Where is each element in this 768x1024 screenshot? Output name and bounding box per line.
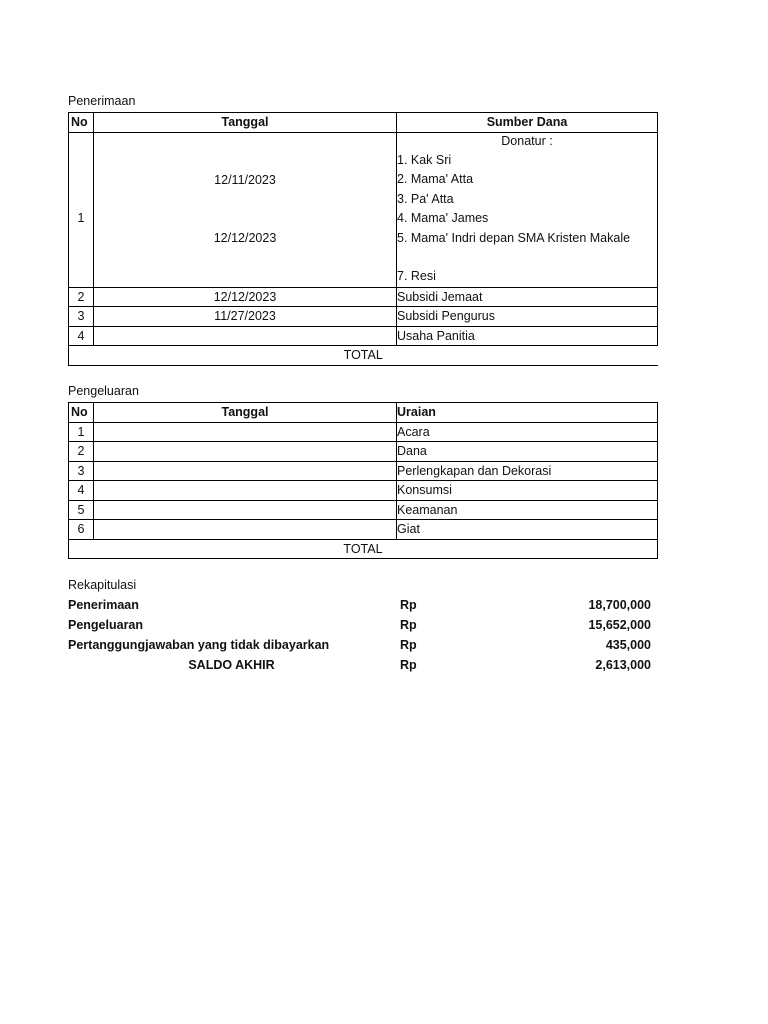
expenses-row-date	[94, 520, 397, 540]
table-row	[69, 422, 658, 442]
expenses-row-no: 1	[69, 422, 94, 442]
expenses-row-no: 4	[69, 481, 94, 501]
donor-item: 5. Mama' Indri depan SMA Kristen Makale	[397, 230, 631, 245]
expenses-row-date	[94, 481, 397, 501]
receipts-row-no: 4	[69, 326, 94, 346]
recap-amount: 15,652,000	[588, 618, 651, 632]
donor-item: 3. Pa' Atta	[397, 191, 454, 206]
donor-item: 7. Resi	[397, 268, 436, 283]
expenses-row-desc: Dana	[397, 442, 658, 462]
receipts-header-date: Tanggal	[94, 113, 397, 133]
receipts-header-no: No	[69, 113, 94, 133]
receipts-row1-date-b: 12/12/2023	[213, 230, 277, 245]
receipts-row-source: Subsidi Jemaat	[397, 287, 658, 307]
table-row	[69, 461, 658, 481]
recap-title: Rekapitulasi	[68, 578, 137, 592]
expenses-title: Pengeluaran	[68, 384, 139, 398]
donors-heading: Donatur :	[501, 133, 553, 148]
receipts-row1-no-cell	[69, 132, 94, 287]
receipts-row-date	[94, 326, 397, 346]
expenses-row-desc: Konsumsi	[397, 481, 658, 501]
expenses-header-no: No	[69, 403, 94, 423]
expenses-row-no: 2	[69, 442, 94, 462]
table-row	[69, 442, 658, 462]
table-row	[69, 287, 658, 307]
expenses-total-row	[69, 539, 658, 559]
expenses-row-no: 3	[69, 461, 94, 481]
receipts-row-no: 2	[69, 287, 94, 307]
receipts-total-row	[69, 346, 658, 366]
receipts-row1-date-a: 12/11/2023	[214, 172, 276, 187]
receipts-row-date: 11/27/2023	[94, 307, 397, 327]
expenses-row-desc: Acara	[397, 422, 658, 442]
expenses-row-desc: Perlengkapan dan Dekorasi	[397, 461, 658, 481]
expenses-header-row	[69, 403, 658, 423]
recap-label: Pengeluaran	[68, 618, 144, 632]
receipts-table	[68, 112, 658, 366]
expenses-table	[68, 402, 658, 559]
recap-currency: Rp	[400, 638, 417, 652]
recap-label: SALDO AKHIR	[188, 658, 275, 672]
receipts-row1-date-cell	[94, 132, 397, 287]
table-row	[69, 500, 658, 520]
recap-label: Pertanggungjawaban yang tidak dibayarkan	[68, 638, 330, 652]
receipts-total-label: TOTAL	[69, 346, 658, 366]
recap-currency: Rp	[400, 618, 417, 632]
receipts-header-row	[69, 113, 658, 133]
receipts-row-source: Subsidi Pengurus	[397, 307, 658, 327]
expenses-row-desc: Giat	[397, 520, 658, 540]
table-row	[69, 132, 658, 287]
receipts-row1-no: 1	[77, 210, 85, 225]
expenses-row-date	[94, 500, 397, 520]
receipts-header-source: Sumber Dana	[397, 113, 658, 133]
recap-label: Penerimaan	[68, 598, 139, 612]
recap-block	[68, 595, 658, 675]
table-row	[69, 520, 658, 540]
recap-currency: Rp	[400, 658, 417, 672]
table-row	[69, 481, 658, 501]
recap-row-receipts	[68, 595, 658, 615]
donor-item: 1. Kak Sri	[397, 152, 452, 167]
expenses-row-date	[94, 422, 397, 442]
receipts-row1-source-cell	[397, 132, 658, 287]
recap-amount: 18,700,000	[588, 598, 651, 612]
table-row	[69, 307, 658, 327]
recap-currency: Rp	[400, 598, 417, 612]
expenses-row-desc: Keamanan	[397, 500, 658, 520]
recap-row-final-balance	[68, 655, 658, 675]
expenses-row-date	[94, 442, 397, 462]
expenses-total-label: TOTAL	[69, 539, 658, 559]
recap-amount: 2,613,000	[595, 658, 651, 672]
receipts-title: Penerimaan	[68, 94, 136, 108]
recap-row-unpaid	[68, 635, 658, 655]
receipts-row-no: 3	[69, 307, 94, 327]
recap-amount: 435,000	[605, 638, 651, 652]
table-row	[69, 326, 658, 346]
expenses-header-date: Tanggal	[94, 403, 397, 423]
expenses-row-no: 6	[69, 520, 94, 540]
recap-row-expenses	[68, 615, 658, 635]
expenses-header-desc: Uraian	[397, 403, 658, 423]
expenses-row-no: 5	[69, 500, 94, 520]
receipts-row-source: Usaha Panitia	[397, 326, 658, 346]
donor-item: 4. Mama' James	[397, 210, 489, 225]
expenses-row-date	[94, 461, 397, 481]
receipts-row-date: 12/12/2023	[94, 287, 397, 307]
donor-item: 2. Mama' Atta	[397, 171, 474, 186]
